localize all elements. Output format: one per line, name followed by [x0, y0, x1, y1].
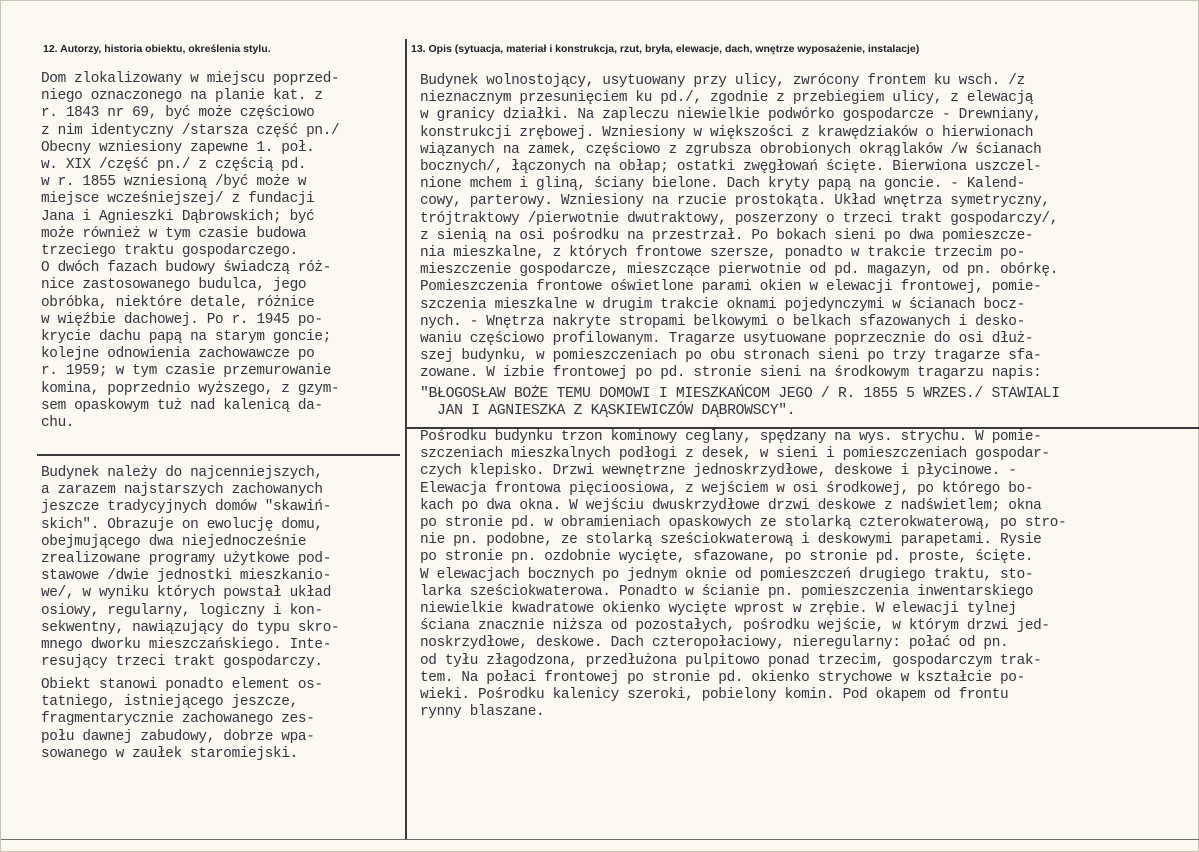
column-divider: [405, 39, 407, 839]
description-text-part-1: Budynek wolnostojący, usytuowany przy ulicy, zwrócony frontem ku wsch. /z nieznacznym przesunięciem ku pd./, zgodnie z przebiegiem ulicy, z elewacją w granicy działki. Na zapleczu niewielkie podwórko gospodarcze - Drewniany, konstrukcji zrębowej. Wzniesiony w większości z krawędziaków o hierwionach wiązanych na zamek, częściowo z zgrubsza obrobionych okrąglaków /w ścianach bocznych/, łączonych na obłap; ostatki zwęgłowań ścięte. Bierwiona uszczel- nione mchem i gliną, ściany bielone. Dach kryty papą na goncie. - Kalend- cowy, parterowy. Wzniesiony na rzucie prostokąta. Układ wnętrza symetryczny, trójtraktowy /pierwotnie dwutraktowy, poszerzony o trzeci trakt gospodarczy/, z sienią na osi pośrodku na przestrzał. Po bokach sieni po dwa pomieszcze- nia mieszkalne, z których frontowe szersze, ponadto w trakcie trzecim po- mieszczenie gospodarcze, mieszczące pierwotnie od pd. magazyn, od pn. obórkę. Pomieszczenia frontowe oświetlone parami okien w elewacji frontowej, pomie- szczenia mieszkalne w drugim trakcie oknami pojedynczymi w ścianach bocz- nych. - Wnętrza nakryte stropami belkowymi o belkach sfazowanych i desko- waniu częściowo profilowanym. Tragarze usytuowane poprzecznie do osi dłuż- szej budynku, w pomieszczeniach po obu stronach sieni po trzy tragarze sfa- zowane. W izbie frontowej po pd. stronie sieni na środkowym tragarzu napis:: [420, 73, 1059, 382]
inscription-text: "BŁOGOSŁAW BOŻE TEMU DOMOWI I MIESZKAŃCOM JEGO / R. 1855 5 WRZES./ STAWIALI JAN I AGNIESZKA Z KĄSKIEWICZÓW DĄBROWSCY".: [420, 386, 1060, 420]
left-section-divider: [37, 454, 400, 456]
section-13-heading: 13. Opis (sytuacja, materiał i konstrukcja, rzut, bryła, elewacje, dach, wnętrze wyposażenie, instalacje): [411, 43, 920, 55]
section-12-heading: 12. Autorzy, historia obiektu, określenia stylu.: [43, 43, 271, 55]
significance-text: Budynek należy do najcenniejszych, a zarazem najstarszych zachowanych jeszcze tradycyjnych domów "skawiń- skich". Obrazuje on ewolucję domu, obejmującego dwa niejednocześnie zrealizowane programy użytkowe pod- stawowe /dwie jednostki mieszkanio- we/, w wyniku których powstał układ osiowy, regularny, logiczny i kon- sekwentny, nawiązujący do typu skro- mnego dworku mieszczańskiego. Inte- resujący trzeci trakt gospodarczy.: [41, 465, 340, 671]
page-bottom-edge: [1, 839, 1199, 840]
description-text-part-2: Pośrodku budynku trzon kominowy ceglany, spędzany na wys. strychu. W pomie- szczeniach mieszkalnych podłogi z desek, w sieni i pomieszczeniach gospodar- czych klepisko. Drzwi wewnętrzne jednoskrzydłowe, deskowe i płycinowe. - Elewacja frontowa pięcioosiowa, z wejściem w osi środkowej, po którego bo- kach po dwa okna. W wejściu dwuskrzydłowe drzwi deskowe z nadświetlem; okna po stronie pd. w obramieniach opaskowych ze stolarką czterokwaterową, po stro- nie pn. podobne, ze stolarką sześciokwaterową i deskowymi parapetami. Rysie po stronie pn. ozdobnie wycięte, sfazowane, po stronie pd. proste, ścięte. W elewacjach bocznych po jednym oknie od pomieszczeń drugiego traktu, sto- larka sześciokwaterowa. Ponadto w ścianie pn. pomieszczenia inwentarskiego niewielkie kwadratowe okienko wycięte wprost w zrębie. W elewacji tylnej ściana znacznie niższa od pozostałych, pośrodku wejście, w którym drzwi jed- noskrzydłowe, deskowe. Dach czteropołaciowy, nieregularny: połać od pn. od tyłu złagodzona, przedłużona pulpitowo ponad trzecim, gospodarczym trak- tem. Na połaci frontowej po stronie pd. okienko strychowe w kształcie po- wieki. Pośrodku kalenicy szeroki, pobielony komin. Pod okapem od frontu rynny blaszane.: [420, 429, 1067, 721]
history-text: Dom zlokalizowany w miejscu poprzed- niego oznaczonego na planie kat. z r. 1843 nr 69, być może częściowo z nim identyczny /starsza część pn./ Obecny wzniesiony zapewne 1. poł. w. XIX /część pn./ z częścią pd. w r. 1855 wzniesioną /być może w miejsce wcześniejszej/ z fundacji Jana i Agnieszki Dąbrowskich; być może również w tym czasie budowa trzeciego traktu gospodarczego. O dwóch fazach budowy świadczą róż- nice zastosowanego budulca, jego obróbka, niektóre detale, różnice w więźbie dachowej. Po r. 1945 po- krycie dachu papą na starym goncie; kolejne odnowienia zachowawcze po r. 1959; w tym czasie przemurowanie komina, poprzednio wyższego, z gzym- sem opaskowym tuż nad kalenicą da- chu.: [41, 71, 340, 432]
context-text: Obiekt stanowi ponadto element os- tatniego, istniejącego jeszcze, fragmentarycznie zachowanego zes- połu dawnej zabudowy, dobrze wpa- sowanego w zaułek staromiejski.: [41, 677, 323, 762]
